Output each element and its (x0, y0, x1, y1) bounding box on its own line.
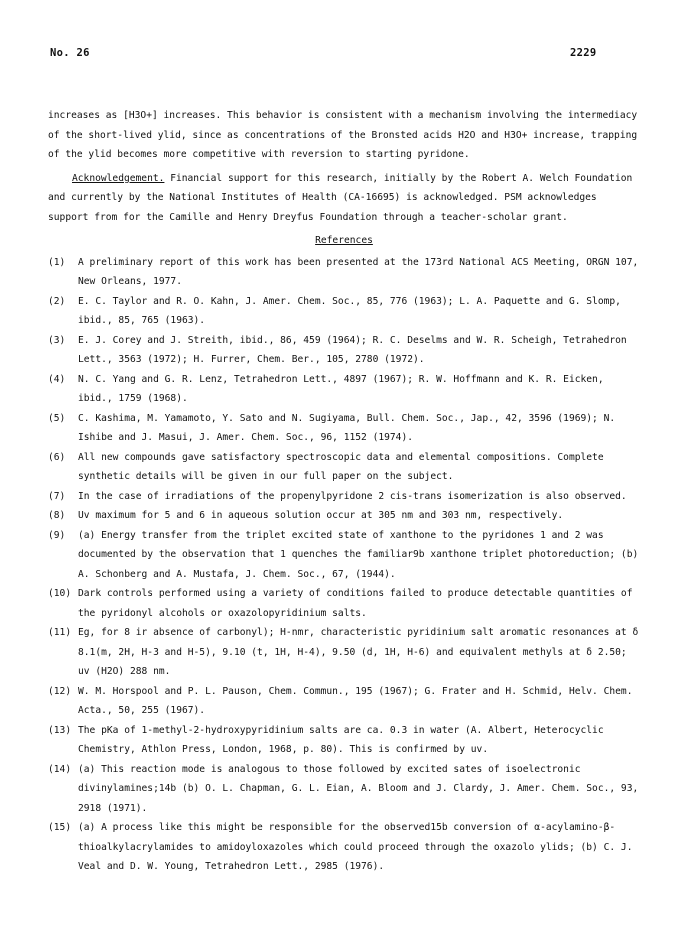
reference-item (48, 409, 640, 448)
reference-number: (6) (48, 451, 66, 463)
reference-number: (9) (48, 529, 66, 541)
reference-text: (a) A process like this might be responsible for the observed15b conversion of α-acylamino-β-thioalkylacrylamides to amidoyloxazoles which could proceed through the oxazolo ylids; (b) C. J. Veal and D. W. Young, Tetrahedron Lett., 2985 (1976). (78, 822, 633, 872)
reference-text: E. J. Corey and J. Streith, ibid., 86, 459 (1964); R. C. Deselms and W. R. Scheigh, Tetrahedron Lett., 3563 (1972); H. Furrer, Chem. Ber., 105, 2780 (1972). (78, 334, 627, 365)
reference-list (48, 253, 640, 877)
reference-item (48, 623, 640, 682)
reference-number: (10) (48, 588, 72, 599)
intro-text: increases as [H3O+] increases. This behavior is consistent with a mechanism involving the intermediacy of the short-lived ylid, since as concentrations of the Bronsted acids H2O and H3O+ increase, trapping of the ylid becomes more competitive with reversion to starting pyridone. (48, 110, 638, 160)
reference-item (48, 721, 640, 760)
reference-item (48, 682, 640, 721)
reference-item (48, 292, 640, 331)
reference-text: Uv maximum for 5 and 6 in aqueous solution occur at 305 nm and 303 nm, respectively. (78, 510, 564, 521)
journal-number: No. 26 (50, 47, 90, 59)
reference-number: (12) (48, 685, 72, 697)
reference-number: (14) (48, 763, 72, 775)
reference-item (48, 253, 640, 292)
reference-item (48, 506, 640, 526)
reference-item (48, 584, 640, 623)
reference-number: (4) (48, 373, 66, 385)
reference-text: Dark controls performed using a variety of conditions failed to produce detectable quantities of the pyridonyl alcohols or oxazolopyridinium salts. (78, 588, 633, 619)
reference-text: A preliminary report of this work has been presented at the 173rd National ACS Meeting, ORGN 107, New Orleans, 1977. (78, 256, 639, 287)
reference-number: (1) (48, 256, 66, 268)
reference-item (48, 370, 640, 409)
reference-number: (5) (48, 412, 66, 424)
reference-text: W. M. Horspool and P. L. Pauson, Chem. Commun., 195 (1967); G. Frater and H. Schmid, Helv. Chem. Acta., 50, 255 (1967). (78, 685, 633, 716)
reference-item (48, 526, 640, 585)
intro-paragraph (48, 106, 640, 165)
page-body (48, 106, 640, 877)
reference-text: The pKa of 1-methyl-2-hydroxypyridinium salts are ca. 0.3 in water (A. Albert, Heterocyclic Chemistry, Athlon Press, London, 1968, p. 80). This is confirmed by uv. (78, 724, 604, 755)
reference-number: (7) (48, 490, 66, 502)
acknowledgement-text: Financial support for this research, initially by the Robert A. Welch Foundation and currently by the National Institutes of Health (CA-16695) is acknowledged. PSM acknowledges support from for the Camille and Henry Dreyfus Foundation through a teacher-scholar grant. (48, 172, 633, 223)
reference-item (48, 818, 640, 877)
reference-number: (15) (48, 822, 72, 833)
reference-item (48, 331, 640, 370)
reference-number: (3) (48, 334, 66, 346)
reference-text: In the case of irradiations of the propenylpyridone 2 cis-trans isomerization is also observed. (78, 490, 627, 502)
reference-text: N. C. Yang and G. R. Lenz, Tetrahedron Lett., 4897 (1967); R. W. Hoffmann and K. R. Eicken, ibid., 1759 (1968). (78, 373, 604, 404)
reference-item (48, 760, 640, 819)
page-number: 2229 (570, 47, 597, 59)
references-title: References (315, 235, 373, 246)
reference-text: (a) This reaction mode is analogous to those followed by excited sates of isoelectronic divinylamines;14b (b) O. L. Chapman, G. L. Eian, A. Bloom and J. Clardy, J. Amer. Chem. Soc., 93, 2918 (1971). (78, 763, 639, 814)
reference-number: (13) (48, 724, 72, 736)
reference-text: C. Kashima, M. Yamamoto, Y. Sato and N. Sugiyama, Bull. Chem. Soc., Jap., 42, 3596 (1969); N. Ishibe and J. Masui, J. Amer. Chem. Soc., 96, 1152 (1974). (78, 412, 616, 443)
reference-number: (2) (48, 295, 66, 307)
reference-item (48, 487, 640, 507)
reference-number: (11) (48, 627, 72, 638)
reference-number: (8) (48, 510, 66, 521)
acknowledgement-paragraph (48, 169, 640, 228)
reference-text: Eg, for 8 ir absence of carbonyl); H-nmr, characteristic pyridinium salt aromatic resonances at δ 8.1(m, 2H, H-3 and H-5), 9.10 (t, 1H, H-4), 9.50 (d, 1H, H-6) and equivalent methyls at δ 2.50; uv (H2O) 288 nm. (78, 627, 639, 677)
acknowledgement-body (48, 169, 640, 228)
reference-text: E. C. Taylor and R. O. Kahn, J. Amer. Chem. Soc., 85, 776 (1963); L. A. Paquette and G. Slomp, ibid., 85, 765 (1963). (78, 295, 621, 326)
acknowledgement-heading: Acknowledgement. (72, 172, 165, 184)
reference-item (48, 448, 640, 487)
reference-text: All new compounds gave satisfactory spectroscopic data and elemental compositions. Complete synthetic details will be given in our full paper on the subject. (78, 451, 604, 482)
reference-text: (a) Energy transfer from the triplet excited state of xanthone to the pyridones 1 and 2 was documented by the observation that 1 quenches the familiar9b xanthone triplet photoreduction; (b) A. Schonberg and A. Mustafa, J. Chem. Soc., 67, (1944). (78, 529, 639, 580)
